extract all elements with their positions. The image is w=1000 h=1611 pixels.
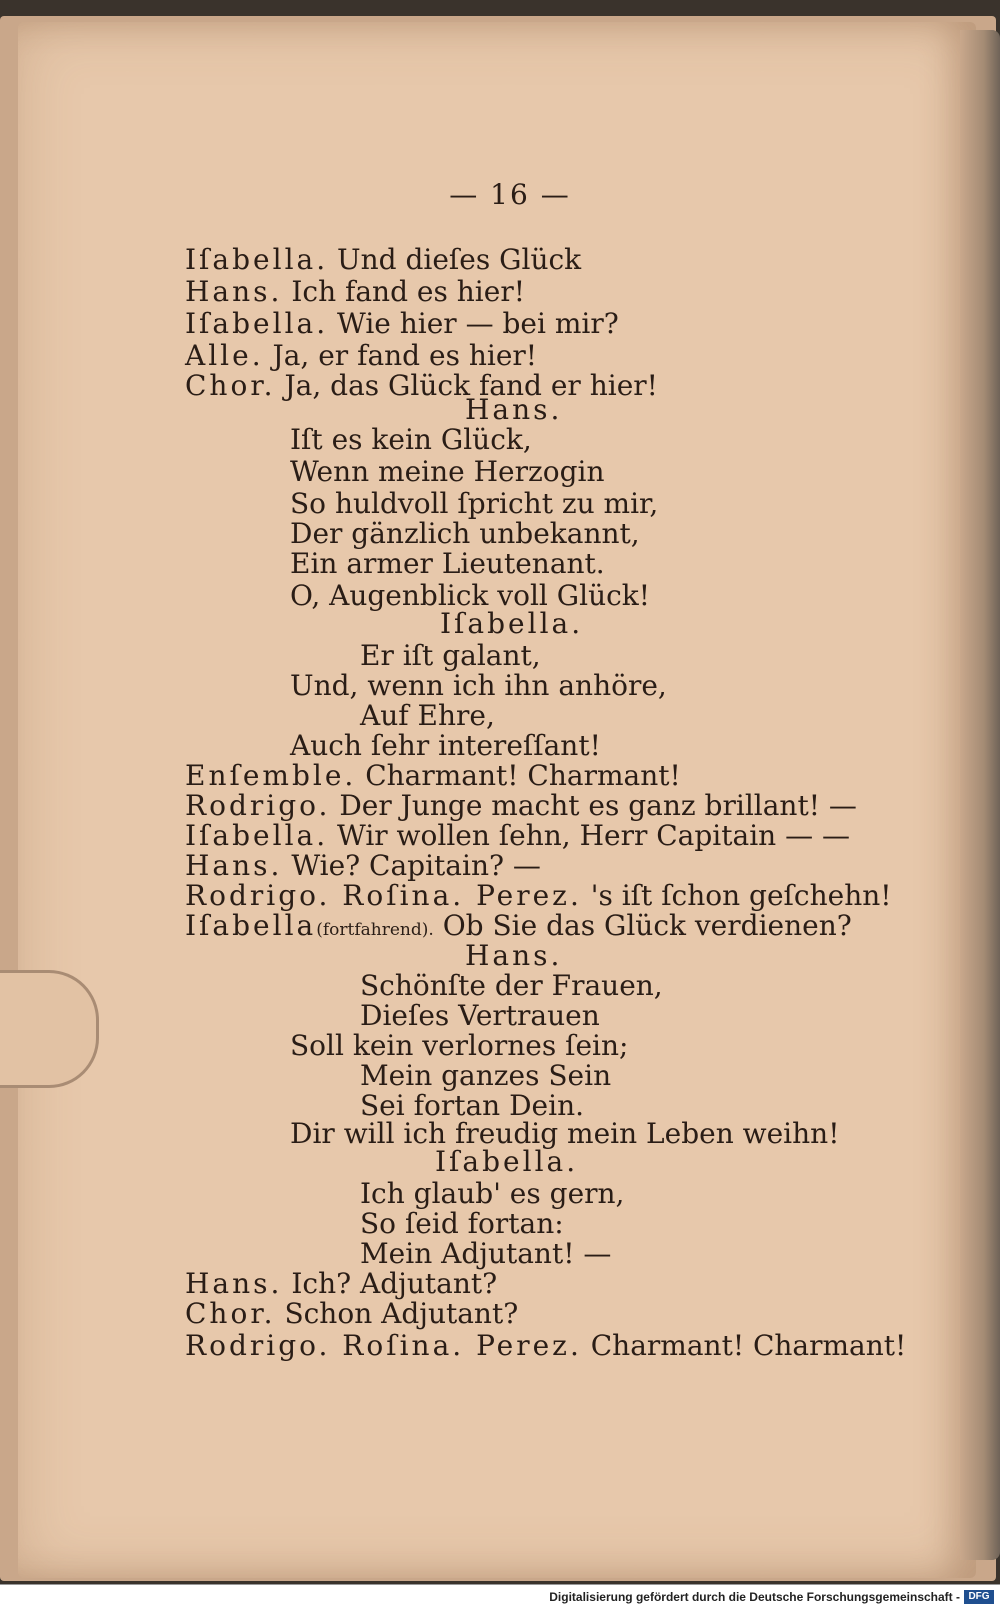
verse-line: Soll kein verlornes ſein; xyxy=(290,1029,629,1062)
speaker-heading: Iſabella. xyxy=(435,1145,579,1178)
verse-line: Mein ganzes Sein xyxy=(360,1059,612,1092)
speaker-heading: Hans. xyxy=(465,939,563,972)
text-line xyxy=(185,760,681,792)
speaker-name: Rodrigo. xyxy=(185,789,331,822)
verse-line: So huldvoll ſpricht zu mir, xyxy=(290,487,659,520)
line-text: Ich fand es hier! xyxy=(291,275,525,308)
verse-line: So ſeid fortan: xyxy=(360,1207,564,1240)
line-text: Ich? Adjutant? xyxy=(291,1267,498,1300)
text-line xyxy=(185,244,581,276)
footer-credit: Digitalisierung gefördert durch die Deutsche Forschungsgemeinschaft - xyxy=(549,1590,960,1604)
speaker-name: Iſabella xyxy=(185,909,317,942)
verse-line: Ein armer Lieutenant. xyxy=(290,547,605,580)
speaker-name: Iſabella. xyxy=(185,307,329,340)
stage-direction: (fortfahrend). xyxy=(316,920,434,940)
verse-line: Iſt es kein Glück, xyxy=(290,423,532,456)
text-line xyxy=(185,1268,497,1300)
speaker-name: Iſabella. xyxy=(185,243,329,276)
digitization-footer xyxy=(0,1584,1000,1611)
text-line xyxy=(185,370,658,402)
line-text: Ja, das Glück fand er hier! xyxy=(284,369,658,402)
line-text: Ob Sie das Glück verdienen? xyxy=(442,909,852,942)
verse-line: Und, wenn ich ihn anhöre, xyxy=(290,669,667,702)
line-text: Charmant! Charmant! xyxy=(365,759,681,792)
dfg-logo: DFG xyxy=(964,1590,994,1604)
text-line xyxy=(185,790,857,822)
line-text: Der Junge macht es ganz brillant! — xyxy=(339,789,857,822)
speaker-heading: Iſabella. xyxy=(440,607,584,640)
verse-line: O, Augenblick voll Glück! xyxy=(290,579,651,612)
verse-line: Mein Adjutant! — xyxy=(360,1237,612,1270)
speaker-name: Hans. xyxy=(185,1267,283,1300)
speaker-name: Enſemble. xyxy=(185,759,357,792)
text-line xyxy=(185,880,892,912)
line-text: 's iſt ſchon geſchehn! xyxy=(590,879,892,912)
speaker-name: Chor. xyxy=(185,369,276,402)
text-line xyxy=(185,1330,906,1362)
speaker-name: Hans. xyxy=(185,849,283,882)
verse-line: Auch ſehr intereſſant! xyxy=(290,729,601,762)
text-line xyxy=(185,308,619,340)
verse-line: Er iſt galant, xyxy=(360,639,541,672)
verse-line: Sei fortan Dein. xyxy=(360,1089,584,1122)
text-line xyxy=(185,340,537,372)
verse-line: Auf Ehre, xyxy=(360,699,495,732)
verse-line: Schönſte der Frauen, xyxy=(360,969,663,1002)
verse-line: Dieſes Vertrauen xyxy=(360,999,600,1032)
verse-line: Ich glaub' es gern, xyxy=(360,1177,625,1210)
speaker-name: Hans. xyxy=(185,275,283,308)
speaker-name: Chor. xyxy=(185,1297,276,1330)
speaker-name: Rodrigo. Roſina. Perez. xyxy=(185,1329,582,1362)
line-text: Schon Adjutant? xyxy=(284,1297,519,1330)
line-text: Wie hier — bei mir? xyxy=(337,307,619,340)
speaker-name: Iſabella. xyxy=(185,819,329,852)
text-line xyxy=(185,276,525,308)
line-text: Wir wollen ſehn, Herr Capitain — — xyxy=(337,819,850,852)
line-text: Und dieſes Glück xyxy=(337,243,582,276)
speaker-name: Rodrigo. Roſina. Perez. xyxy=(185,879,582,912)
speaker-name: Alle. xyxy=(185,339,264,372)
text-line xyxy=(185,1298,518,1330)
line-text: Wie? Capitain? — xyxy=(291,849,541,882)
line-text: Charmant! Charmant! xyxy=(590,1329,907,1362)
verse-line: Wenn meine Herzogin xyxy=(290,455,605,488)
line-text: Ja, er fand es hier! xyxy=(272,339,538,372)
speaker-heading: Hans. xyxy=(465,393,563,426)
text-line xyxy=(185,850,541,882)
verse-line: Dir will ich freudig mein Leben weihn! xyxy=(290,1117,840,1150)
text-line xyxy=(185,820,850,852)
verse-line: Der gänzlich unbekannt, xyxy=(290,517,640,550)
page-number: — 16 — xyxy=(449,178,571,211)
